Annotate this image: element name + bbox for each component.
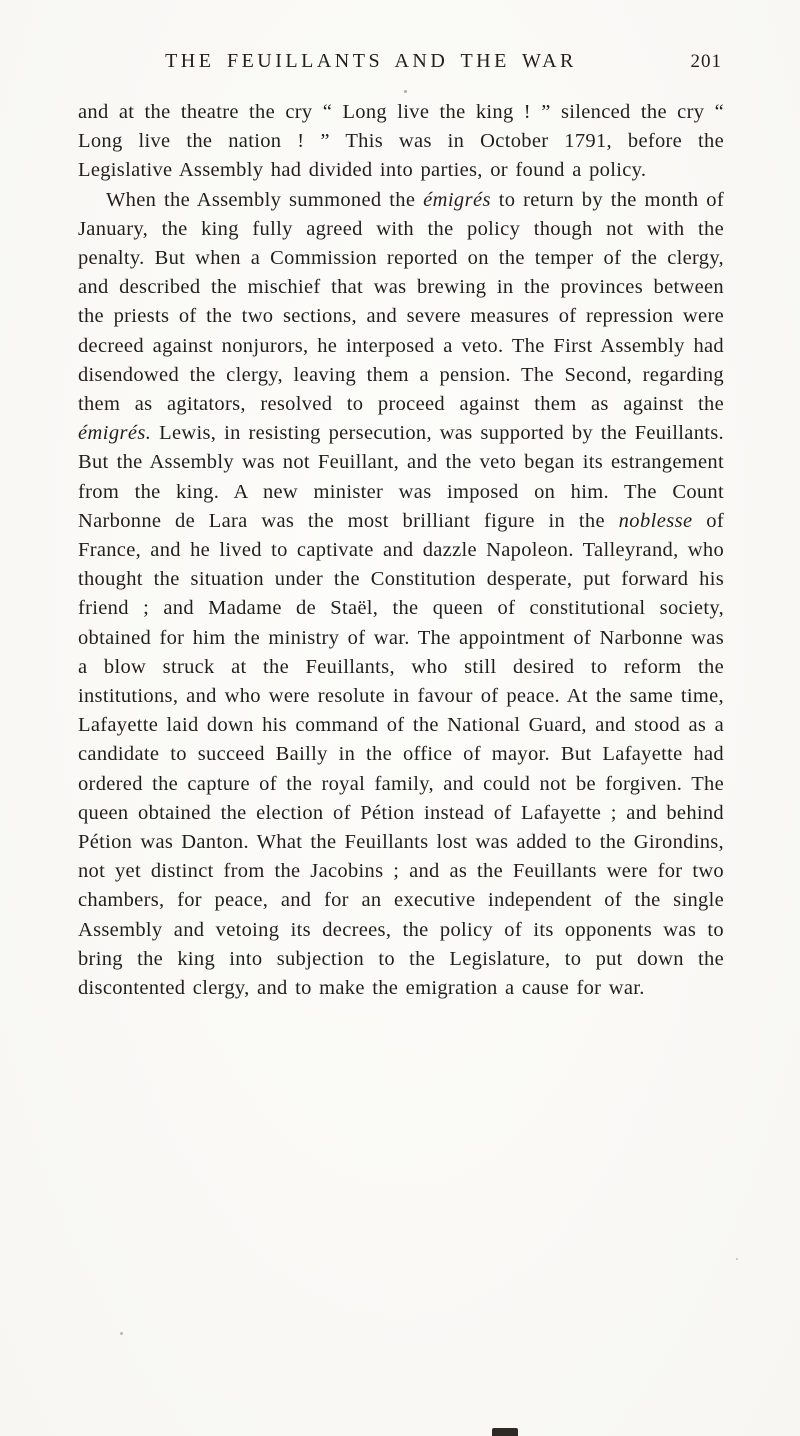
page-number: 201 <box>690 51 722 72</box>
paragraph <box>78 98 724 186</box>
text-run: Lewis, in resisting persecution, was supported by the Feuillants. But the Assembly was not Feuillant, and the veto began its estrangement from the king. A new minister was imposed on him. The Count Narbonne de Lara was the most brilliant figure in the <box>78 422 724 532</box>
chapter-header-title: THE FEUILLANTS AND THE WAR <box>165 50 577 72</box>
italic-text-run: noblesse <box>618 509 693 532</box>
text-run: and at the theatre the cry “ Long live the king ! ” silenced the cry “ Long live the nation ! ” This was in October 1791, before the Legislative Assembly had divided into parties, or found a policy. <box>78 101 724 182</box>
scan-artifact <box>736 1258 738 1260</box>
page-body <box>78 98 724 1003</box>
paragraph <box>78 186 724 1004</box>
text-run: When the Assembly summoned the <box>106 188 424 211</box>
scan-artifact <box>120 1332 123 1335</box>
running-head <box>78 50 722 80</box>
scan-artifact <box>492 1428 518 1436</box>
italic-text-run: émigrés <box>423 188 491 211</box>
scan-artifact <box>404 90 407 93</box>
text-run: of France, and he lived to captivate and dazzle Napoleon. Talleyrand, who thought the situation under the Constitution desperate, put forward his friend ; and Madame de Staël, the queen of constitutional society, obtained for him the ministry of war. The appointment of Narbonne was a blow struck at the Feuillants, who still desired to reform the institutions, and who were resolute in favour of peace. At the same time, Lafayette laid down his command of the National Guard, and stood as a candidate to succeed Bailly in the office of mayor. But Lafayette had ordered the capture of the royal family, and could not be forgiven. The queen obtained the election of Pétion instead of Lafayette ; and behind Pétion was Danton. What the Feuillants lost was added to the Girondins, not yet distinct from the Jacobins ; and as the Feuillants were for two chambers, for peace, and for an executive independent of the single Assembly and vetoing its decrees, the policy of its opponents was to bring the king into subjection to the Legislature, to put down the discontented clergy, and to make the emigration a cause for war. <box>78 509 724 1000</box>
italic-text-run: émigrés. <box>78 422 152 445</box>
text-run: to return by the month of January, the king fully agreed with the policy though not with the penalty. But when a Commission reported on the temper of the clergy, and described the mischief that was brewing in the provinces between the priests of the two sections, and severe measures of repression were decreed against nonjurors, he interposed a veto. The First Assembly had disendowed the clergy, leaving them a pension. The Second, regarding them as agitators, resolved to proceed against them as against the <box>78 188 724 416</box>
